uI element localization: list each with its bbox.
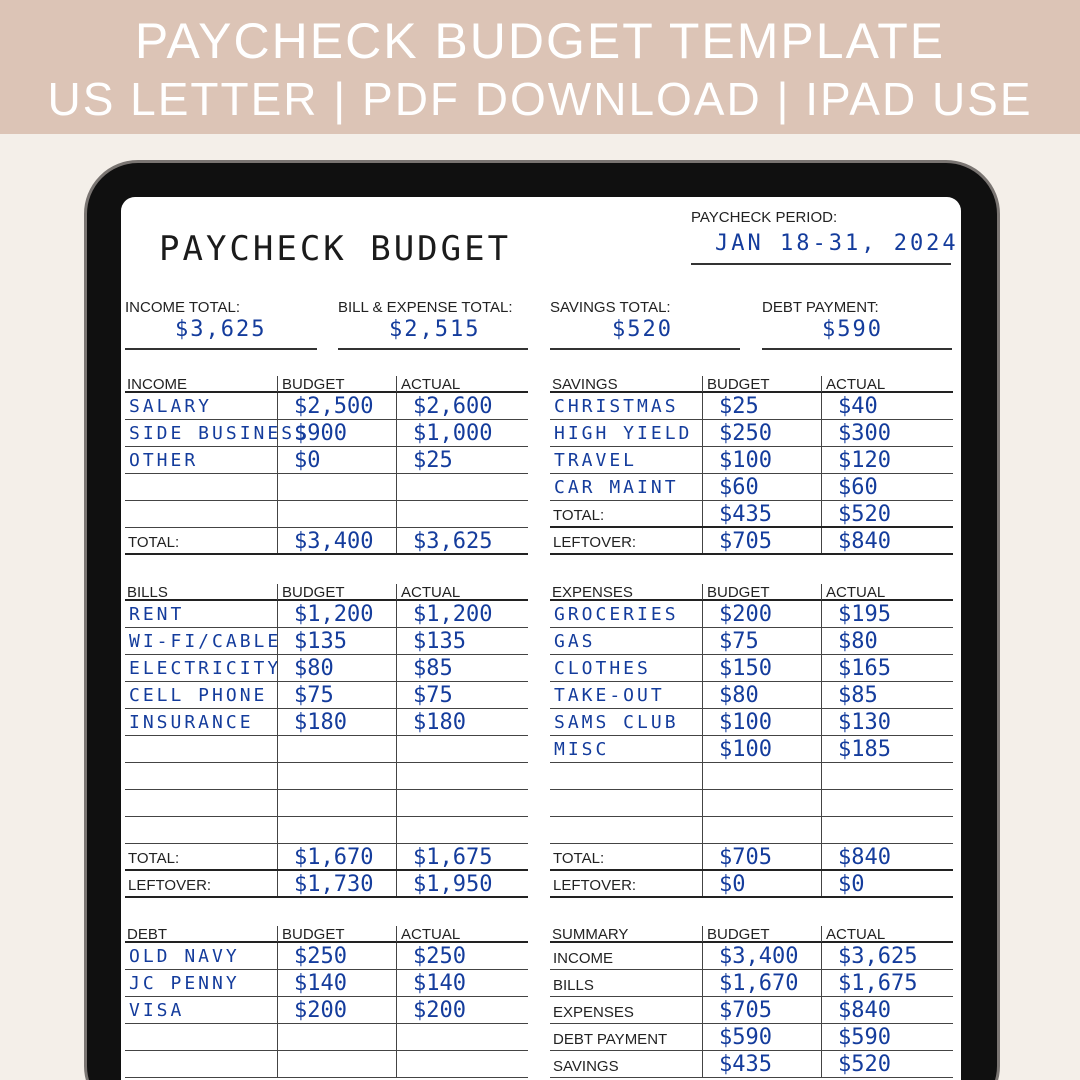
budget-cell: $80 [294, 656, 334, 681]
leftover-row [550, 528, 953, 555]
table-row [550, 970, 953, 997]
promo-banner [0, 0, 1080, 134]
savings-table [550, 375, 953, 555]
item-name: INSURANCE [129, 712, 254, 733]
actual-cell: $1,200 [413, 602, 493, 627]
leftover-label: LEFTOVER: [128, 877, 212, 894]
income-total-value[interactable]: $3,625 [175, 317, 267, 342]
budget-cell: $2,500 [294, 394, 374, 419]
budget-cell: $250 [294, 944, 347, 969]
actual-header: ACTUAL [821, 584, 953, 600]
banner-title: PAYCHECK BUDGET TEMPLATE [134, 13, 946, 69]
leftover-label: LEFTOVER: [553, 877, 637, 894]
budget-header: BUDGET [702, 376, 821, 392]
leftover-label: LEFTOVER: [553, 534, 637, 551]
leftover-actual: $0 [838, 872, 865, 897]
empty-row[interactable] [125, 790, 528, 817]
actual-cell: $140 [413, 971, 466, 996]
table-row[interactable] [125, 943, 528, 970]
budget-header: BUDGET [702, 926, 821, 942]
leftover-budget: $705 [719, 529, 772, 554]
actual-cell: $520 [838, 1052, 891, 1077]
actual-cell: $200 [413, 998, 466, 1023]
actual-cell: $135 [413, 629, 466, 654]
item-name: GROCERIES [554, 604, 679, 625]
table-row[interactable] [125, 447, 528, 474]
item-name: SIDE BUSINESS [129, 423, 309, 444]
budget-header: BUDGET [277, 376, 396, 392]
budget-cell: $435 [719, 1052, 772, 1077]
empty-row[interactable] [125, 1024, 528, 1051]
item-name: CLOTHES [554, 658, 651, 679]
total-label: TOTAL: [128, 850, 180, 867]
item-name: GAS [554, 631, 596, 652]
item-name: MISC [554, 739, 610, 760]
actual-cell: $185 [838, 737, 891, 762]
table-row[interactable] [550, 393, 953, 420]
income-total-underline [125, 348, 317, 350]
total-actual: $3,625 [413, 529, 493, 554]
total-row [125, 528, 528, 555]
actual-cell: $250 [413, 944, 466, 969]
table-row [550, 1051, 953, 1078]
total-label: TOTAL: [553, 507, 605, 524]
debt-payment-underline [762, 348, 952, 350]
budget-cell: $75 [719, 629, 759, 654]
table-row[interactable] [125, 970, 528, 997]
total-budget: $3,400 [294, 529, 374, 554]
bill-expense-total-underline [338, 348, 528, 350]
budget-cell: $150 [719, 656, 772, 681]
income-table [125, 375, 528, 555]
empty-row[interactable] [125, 1051, 528, 1078]
actual-cell: $60 [838, 475, 878, 500]
empty-row[interactable] [125, 763, 528, 790]
total-label: TOTAL: [128, 534, 180, 551]
budget-cell: $180 [294, 710, 347, 735]
summary-label: EXPENSES [553, 1004, 634, 1021]
bill-expense-total-value[interactable]: $2,515 [389, 317, 481, 342]
budget-cell: $80 [719, 683, 759, 708]
income-total-label: INCOME TOTAL: [125, 299, 241, 316]
total-actual: $840 [838, 845, 891, 870]
table-row[interactable] [550, 601, 953, 628]
actual-header: ACTUAL [821, 376, 953, 392]
table-row[interactable] [550, 628, 953, 655]
summary-label: INCOME [553, 950, 613, 967]
total-actual: $1,675 [413, 845, 493, 870]
expenses-header: EXPENSES [552, 584, 633, 601]
table-row [550, 997, 953, 1024]
actual-cell: $85 [838, 683, 878, 708]
table-row[interactable] [125, 628, 528, 655]
budget-sheet [121, 197, 961, 1080]
item-name: CELL PHONE [129, 685, 268, 706]
table-row[interactable] [125, 601, 528, 628]
empty-row[interactable] [125, 501, 528, 528]
item-name: OTHER [129, 450, 199, 471]
item-name: HIGH YIELD [554, 423, 693, 444]
item-name: TRAVEL [554, 450, 638, 471]
actual-cell: $195 [838, 602, 891, 627]
budget-header: BUDGET [702, 584, 821, 600]
total-actual: $520 [838, 502, 891, 527]
table-row[interactable] [550, 655, 953, 682]
empty-row[interactable] [125, 817, 528, 844]
budget-cell: $25 [719, 394, 759, 419]
banner-subtitle: US LETTER | PDF DOWNLOAD | IPAD USE [47, 73, 1033, 125]
empty-row[interactable] [550, 817, 953, 844]
table-row[interactable] [550, 474, 953, 501]
summary-header: SUMMARY [552, 926, 629, 943]
actual-cell: $1,000 [413, 421, 493, 446]
savings-header: SAVINGS [552, 376, 618, 393]
table-row [550, 1024, 953, 1051]
table-row [550, 943, 953, 970]
total-row [550, 844, 953, 871]
budget-cell: $140 [294, 971, 347, 996]
actual-cell: $3,625 [838, 944, 918, 969]
budget-cell: $200 [719, 602, 772, 627]
debt-payment-label: DEBT PAYMENT: [762, 299, 879, 316]
empty-row[interactable] [125, 736, 528, 763]
budget-header: BUDGET [277, 926, 396, 942]
actual-cell: $840 [838, 998, 891, 1023]
budget-cell: $60 [719, 475, 759, 500]
leftover-actual: $840 [838, 529, 891, 554]
bills-header: BILLS [127, 584, 168, 601]
item-name: VISA [129, 1000, 185, 1021]
item-name: ELECTRICITY [129, 658, 282, 679]
budget-cell: $135 [294, 629, 347, 654]
table-row[interactable] [125, 393, 528, 420]
summary-label: BILLS [553, 977, 594, 994]
income-header: INCOME [127, 376, 187, 393]
actual-header: ACTUAL [821, 926, 953, 942]
total-row [550, 501, 953, 528]
table-row[interactable] [550, 420, 953, 447]
table-row[interactable] [550, 709, 953, 736]
savings-total-underline [550, 348, 740, 350]
period-underline [691, 263, 951, 265]
budget-cell: $200 [294, 998, 347, 1023]
savings-total-value[interactable]: $520 [612, 317, 673, 342]
item-name: CAR MAINT [554, 477, 679, 498]
actual-cell: $1,675 [838, 971, 918, 996]
leftover-budget: $0 [719, 872, 746, 897]
period-value[interactable]: JAN 18-31, 2024 [715, 231, 959, 256]
total-budget: $1,670 [294, 845, 374, 870]
leftover-row [125, 871, 528, 898]
actual-cell: $300 [838, 421, 891, 446]
summary-table [550, 925, 953, 1078]
budget-cell: $100 [719, 448, 772, 473]
table-row[interactable] [125, 997, 528, 1024]
debt-header: DEBT [127, 926, 168, 943]
total-label: TOTAL: [553, 850, 605, 867]
bills-table [125, 583, 528, 898]
actual-header: ACTUAL [396, 926, 528, 942]
budget-cell: $1,670 [719, 971, 799, 996]
budget-cell: $0 [294, 448, 321, 473]
item-name: CHRISTMAS [554, 396, 679, 417]
actual-cell: $75 [413, 683, 453, 708]
actual-cell: $130 [838, 710, 891, 735]
budget-cell: $100 [719, 710, 772, 735]
leftover-actual: $1,950 [413, 872, 493, 897]
savings-total-label: SAVINGS TOTAL: [550, 299, 671, 316]
actual-cell: $120 [838, 448, 891, 473]
budget-cell: $250 [719, 421, 772, 446]
total-row [125, 844, 528, 871]
budget-cell: $75 [294, 683, 334, 708]
leftover-budget: $1,730 [294, 872, 374, 897]
item-name: WI-FI/CABLE [129, 631, 282, 652]
leftover-row [550, 871, 953, 898]
actual-cell: $165 [838, 656, 891, 681]
actual-cell: $40 [838, 394, 878, 419]
period-label: PAYCHECK PERIOD: [691, 209, 838, 226]
budget-cell: $590 [719, 1025, 772, 1050]
page-title: PAYCHECK BUDGET [159, 229, 512, 269]
empty-row[interactable] [125, 474, 528, 501]
debt-table [125, 925, 528, 1078]
budget-cell: $900 [294, 421, 347, 446]
budget-cell: $100 [719, 737, 772, 762]
table-row[interactable] [125, 709, 528, 736]
actual-cell: $85 [413, 656, 453, 681]
actual-cell: $590 [838, 1025, 891, 1050]
empty-row[interactable] [550, 763, 953, 790]
table-row[interactable] [550, 736, 953, 763]
actual-header: ACTUAL [396, 376, 528, 392]
table-row[interactable] [125, 420, 528, 447]
item-name: RENT [129, 604, 185, 625]
actual-cell: $25 [413, 448, 453, 473]
budget-header: BUDGET [277, 584, 396, 600]
item-name: TAKE-OUT [554, 685, 665, 706]
actual-header: ACTUAL [396, 584, 528, 600]
summary-label: SAVINGS [553, 1058, 619, 1075]
total-budget: $705 [719, 845, 772, 870]
table-row[interactable] [125, 682, 528, 709]
total-budget: $435 [719, 502, 772, 527]
debt-payment-value[interactable]: $590 [822, 317, 883, 342]
item-name: JC PENNY [129, 973, 240, 994]
summary-label: DEBT PAYMENT [553, 1031, 668, 1048]
actual-cell: $2,600 [413, 394, 493, 419]
table-row[interactable] [125, 655, 528, 682]
budget-cell: $1,200 [294, 602, 374, 627]
table-row[interactable] [550, 447, 953, 474]
actual-cell: $80 [838, 629, 878, 654]
budget-cell: $3,400 [719, 944, 799, 969]
actual-cell: $180 [413, 710, 466, 735]
budget-cell: $705 [719, 998, 772, 1023]
item-name: SALARY [129, 396, 213, 417]
item-name: SAMS CLUB [554, 712, 679, 733]
expenses-table [550, 583, 953, 898]
empty-row[interactable] [550, 790, 953, 817]
item-name: OLD NAVY [129, 946, 240, 967]
bill-expense-total-label: BILL & EXPENSE TOTAL: [338, 299, 513, 316]
table-row[interactable] [550, 682, 953, 709]
